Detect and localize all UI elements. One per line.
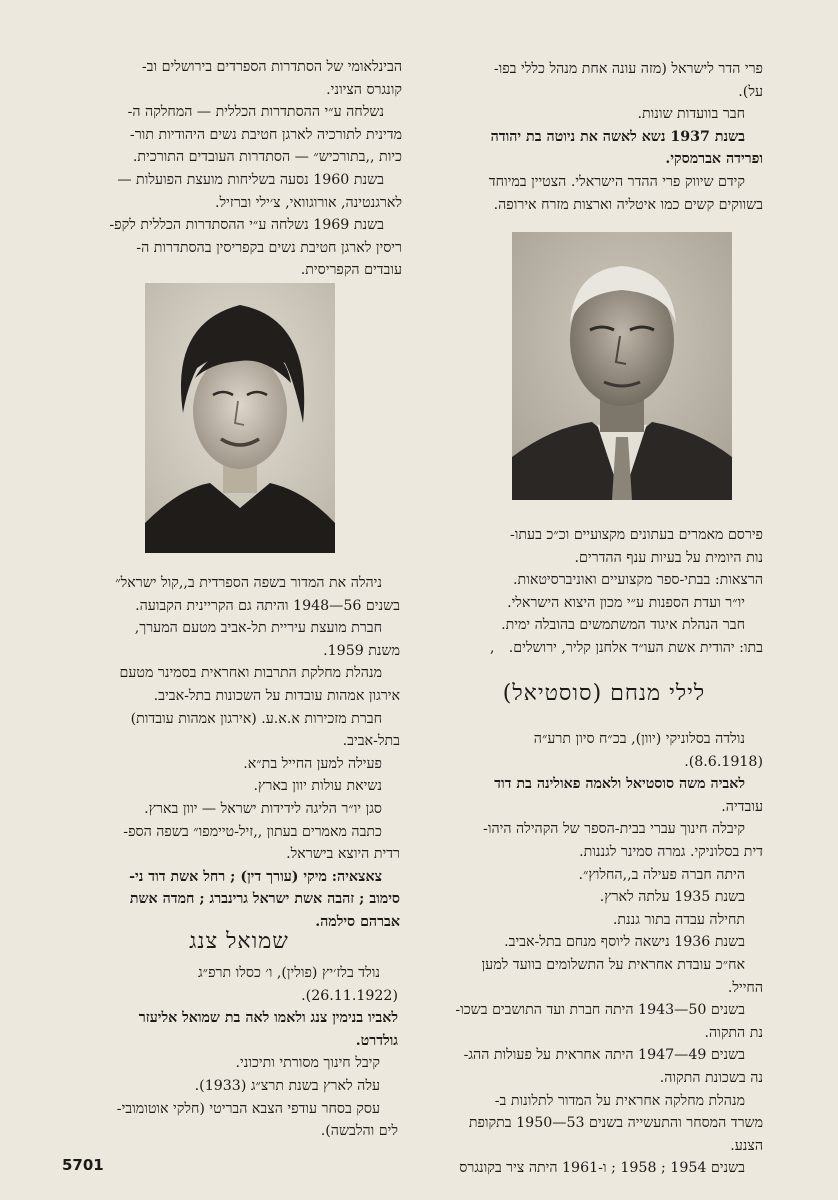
text-line: קידם שיווק פרי ההדר הישראלי. הצטיין במיוחד [488, 173, 745, 190]
text-bold: גולדרט. [355, 1032, 398, 1049]
stray-mark: , [490, 640, 495, 656]
portrait-man-photo [512, 232, 732, 500]
text-line: תחילה עבדה בתור גננת. [612, 911, 745, 928]
text-line: הבינלאומי של הסתדרות הספרדים בירושלים וב- [141, 59, 402, 75]
text-line: נולדה בסלוניקי (יוון), בכ״ח סיון תרע״ה [533, 731, 745, 747]
portrait-man-image [512, 232, 732, 500]
text-line: קיבל חינוך מסורתי ותיכוני. [235, 1055, 380, 1072]
text-line: קונגרס הציוני. [326, 81, 402, 98]
text-line: רדית היוצא בישראל. [286, 846, 400, 863]
text-line: יו״ר ועדת הספנות ע״י מכון היצוא הישראלי. [507, 594, 745, 611]
text-line: חברת מזכירות א.א.ע. (אירגון אמהות עובדות) [130, 710, 382, 727]
text-line: החייל. [727, 979, 763, 996]
text-line: אח״כ עובדת אחראית על התשלומים בוועד למען [481, 956, 745, 973]
text-line: בשווקים קשים כמו איטליה וארצות מזרח אירופה. [493, 196, 763, 213]
text-line: מנהלת מחלקת התרבות ואחראית בסמינר מטעם [119, 665, 382, 682]
text-line: נשיאת עולות יוון בארץ. [253, 778, 382, 795]
left-mid-text [78, 572, 400, 934]
text-line: נשלחה ע״י ההסתדרות הכללית — המחלקה ה- [127, 104, 384, 121]
portrait-woman-image [145, 283, 335, 553]
right-top-text [445, 58, 763, 216]
text-line: פעילה למען החייל בת״א. [243, 755, 382, 772]
text-line: משנת 1959. [323, 642, 400, 659]
text-line [78, 888, 400, 911]
text-line: בשנת 1960 נסעה בשליחות מועצת הפועלות — [117, 171, 384, 188]
text-line: לארגנטינה, אורוגוואי, צ׳ילי וברזיל. [215, 194, 402, 211]
text-line: עסק בסחר עודפי הצבא הבריטי (חלקי אוטומובי- [116, 1100, 380, 1117]
text-line [445, 773, 763, 796]
text-line: בשנת 1969 נשלחה ע״י ההסתדרות הכללית לקפ- [109, 217, 384, 234]
text-bold: ופרידה אברמסקי. [665, 151, 763, 168]
text-line: לים והלבשה). [320, 1123, 398, 1140]
text-line: פירסם מאמרים בעתונים מקצועיים וכ״כ בעתו- [509, 527, 763, 543]
section-heading-lili: לילי מנחם (סוסטיאל) [502, 681, 706, 706]
text-line: בשנים 49—1947 היתה אחראית על פעולות ההג- [463, 1047, 745, 1064]
text-line [80, 1030, 398, 1053]
text-line: מנהלת מחלקה אחראית על המדור לתלונות ב- [494, 1092, 745, 1109]
text-line: דית בסלוניקי. גמרה סמינר לגננות. [579, 843, 763, 860]
text-line: נה בשכונת התקוה. [659, 1069, 763, 1086]
lili-biography [445, 728, 763, 1180]
text-bold: אברהם סילמה. [315, 913, 400, 930]
text-line: (8.6.1918). [684, 753, 763, 770]
text-line [445, 148, 763, 171]
text-bold: צאצאיה: מיקי (עורך דין) ; רחל אשת דוד ני- [129, 868, 382, 885]
text-line: היתה חברה פעילה ב,,החלוץ״. [578, 866, 745, 883]
text-line: (26.11.1922). [301, 987, 398, 1004]
text-line: בתל-אביב. [342, 733, 400, 750]
text-line: בשנים 50—1943 היתה חברת ועד התושבים בשכו- [455, 1002, 745, 1019]
text-line: הרצאות: בבתי-ספר מקצועיים ואוניברסיטאות. [513, 572, 763, 589]
text-line: בשנת 1936 נישאה ליוסף מנחם בתל-אביב. [504, 934, 745, 951]
text-line: נות היומית על בעיות ענף ההדרים. [574, 549, 763, 566]
shmuel-biography [80, 962, 398, 1143]
page-number: 5701 [62, 1156, 104, 1174]
text-line: על). [738, 83, 763, 100]
text-line [78, 866, 400, 889]
text-line: סגן יו״ר הליגה לידידות ישראל — יוון בארץ. [144, 800, 382, 817]
text-line: ניהלה את המדור בשפה הספרדית ב,,קול ישראל״ [115, 575, 382, 591]
text-line: ריסין לארגן חטיבת נשים בקפריסין בהסתדרות ה- [136, 239, 402, 256]
text-line: בשנת 1935 עלתה לארץ. [599, 889, 745, 906]
text-line: כיות ,,בתורכיש״ — הסתדרות העובדים התורכית. [132, 149, 402, 166]
text-line: חברת מועצת עיריית תל-אביב מטעם המערך, [134, 620, 382, 637]
text-bold: בשנת 1937 נשא לאשה את ניוטה בת יהודה [490, 128, 745, 145]
text-line [445, 126, 763, 149]
text-bold: לאביו בנימין צנג ולאמו לאה בת שמואל אליעזר [138, 1010, 398, 1027]
text-line: מדינית לתורכיה לארגן חטיבת נשים היהודיות תור- [129, 126, 402, 143]
text-line: עובדים הקפריסית. [300, 262, 402, 279]
text-line: אירגון אמהות עובדות על השכונות בתל-אביב. [153, 687, 400, 704]
text-line: עובדיה. [721, 798, 763, 815]
text-line: משרד המסחר והתעשייה בשנים 53—1950 בתקופת [468, 1115, 763, 1132]
portrait-woman-photo [145, 283, 335, 553]
text-line [80, 1007, 398, 1030]
text-bold: לאביה משה סוסטיאל ולאמה פאולינה בת דוד [494, 776, 745, 793]
text-line: בתו: יהודית אשת העו״ד אלחנן קליר, ירושלים. [508, 639, 763, 656]
section-heading-shmuel: שמואל צנג [189, 929, 289, 954]
text-bold: סימוב ; זהבה אשת ישראל גרינברג ; חמדה אשת [129, 891, 400, 908]
text-line: עלה לארץ בשנת תרצ״ג (1933). [194, 1077, 380, 1094]
text-line: חבר בוועדות שונות. [637, 106, 745, 123]
text-line: נת התקוה. [704, 1024, 763, 1041]
text-line: נולד בלז׳יץ (פולין), ו׳ כסלו תרפ״ג [198, 965, 380, 981]
text-line: הצנע. [730, 1137, 763, 1154]
text-line: בשנים 1954 ; 1958 ; ו-1961 היתה ציר בקונגרס [459, 1160, 745, 1177]
text-line: כתבה מאמרים בעתון ,,זיל-טיימפו״ בשפה הספ- [123, 823, 382, 840]
text-line: חבר הנהלת איגוד המשתמשים בהובלה ימית. [501, 617, 745, 634]
text-line: פרי הדר לישראל (מזה עונה אחת מנהל כללי בפו- [493, 61, 763, 77]
text-line: קיבלה חינוך עברי בבית-הספר של הקהילה היהו- [483, 821, 745, 838]
text-line: בשנים 56—1948 והיתה גם הקריינית הקבועה. [135, 597, 400, 614]
left-top-text [82, 56, 402, 282]
